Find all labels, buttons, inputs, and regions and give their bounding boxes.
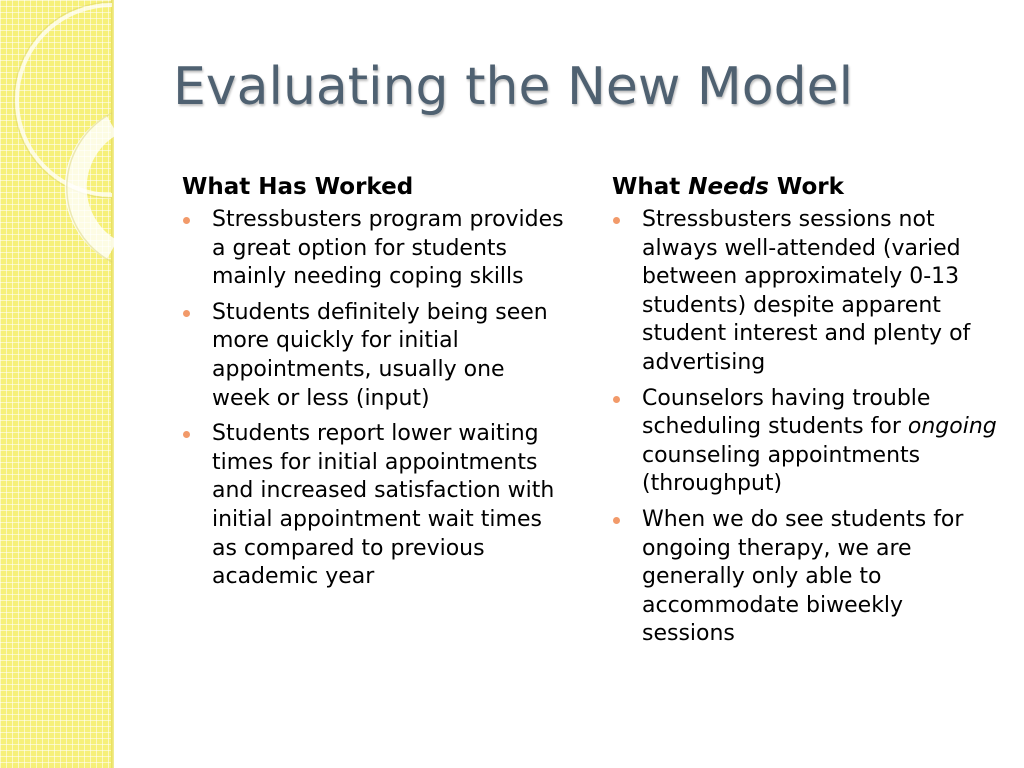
list-item-emphasis: ongoing bbox=[907, 414, 997, 440]
bullet-dot-icon bbox=[613, 517, 620, 524]
heading-emphasis: Needs bbox=[688, 174, 769, 200]
right-column bbox=[612, 172, 997, 656]
list-item-text: Students definitely being seen more quickly for initial appointments, usually one week or less (input) bbox=[212, 299, 548, 411]
list-item bbox=[182, 420, 567, 592]
bullet-dot-icon bbox=[183, 310, 190, 317]
left-column-heading: What Has Worked bbox=[182, 174, 414, 200]
bullet-dot-icon bbox=[183, 217, 190, 224]
sidebar-edge bbox=[111, 0, 114, 768]
bullet-dot-icon bbox=[613, 396, 620, 403]
list-item-text: When we do see students for ongoing therapy, we are generally only able to accommodate biweekly sessions bbox=[642, 506, 964, 647]
decorative-sidebar bbox=[0, 0, 113, 768]
list-item bbox=[182, 299, 567, 413]
list-item bbox=[182, 206, 567, 292]
list-item-text: Stressbusters sessions not always well-attended (varied between approximately 0-13 students) despite apparent student interest and plenty of advertising bbox=[642, 207, 971, 375]
left-bullet-list bbox=[182, 206, 567, 592]
bullet-dot-icon bbox=[613, 217, 620, 224]
list-item-text: Stressbusters program provides a great option for students mainly needing coping skills bbox=[212, 207, 564, 290]
list-item bbox=[612, 206, 997, 378]
list-item bbox=[612, 506, 997, 649]
right-column-heading bbox=[612, 172, 997, 202]
left-column bbox=[182, 172, 567, 599]
list-item-text-after: counseling appointments (throughput) bbox=[642, 442, 921, 497]
slide-title: Evaluating the New Model bbox=[173, 57, 854, 117]
list-item-text: Students report lower waiting times for initial appointments and increased satisfaction with initial appointment wait times as compared to previous academic year bbox=[212, 421, 555, 590]
list-item bbox=[612, 385, 997, 499]
bullet-dot-icon bbox=[183, 431, 190, 438]
heading-prefix: What bbox=[612, 174, 689, 200]
right-bullet-list bbox=[612, 206, 997, 649]
heading-suffix: Work bbox=[768, 174, 844, 200]
list-item-text-before: Counselors having trouble scheduling students for bbox=[642, 385, 931, 440]
